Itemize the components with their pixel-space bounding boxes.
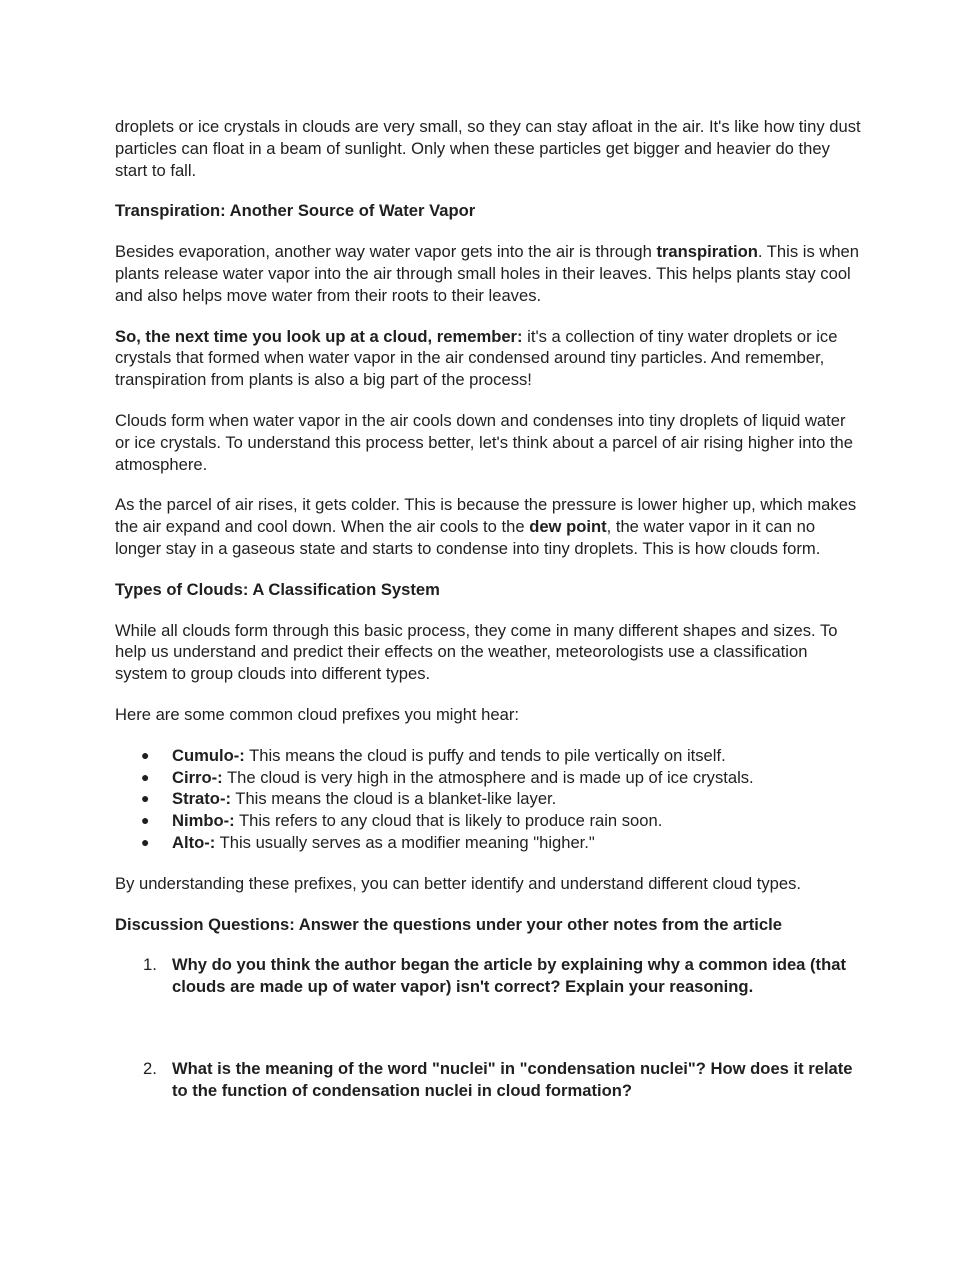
question-item (115, 954, 864, 998)
prefix-closing: By understanding these prefixes, you can better identify and understand different cloud types. (115, 873, 802, 893)
parcel-paragraph (115, 494, 864, 559)
parcel-text-after: , the water vapor in it can no longer stay in a gaseous state and starts to condense into tiny droplets. This is how clouds form. (115, 517, 821, 558)
question-number: 1. (143, 955, 157, 975)
discussion-heading: Discussion Questions: Answer the questions under your other notes from the article (115, 914, 782, 934)
list-item (115, 745, 864, 767)
transpiration-text-before: Besides evaporation, another way water vapor gets into the air is through (115, 242, 657, 262)
remember-paragraph (115, 326, 864, 391)
prefix-term: Nimbo-: (172, 811, 235, 831)
types-paragraph: While all clouds form through this basic process, they come in many different shapes and sizes. To help us understand and predict their effects on the weather, meteorologists use a classification system to group clouds into different types. (115, 620, 838, 684)
bullet-icon: ● (141, 790, 150, 807)
remember-text: it's a collection of tiny water droplets or ice crystals that formed when water vapor in the air condensed around tiny particles. And remember, transpiration from plants is also a big part of the process! (115, 326, 838, 390)
discussion-questions (115, 954, 864, 1101)
transpiration-paragraph (115, 241, 864, 306)
remember-lead: So, the next time you look up at a cloud, remember: (115, 326, 523, 346)
list-item (115, 832, 864, 854)
list-item (115, 788, 864, 810)
transpiration-term: transpiration (656, 242, 758, 262)
prefix-term: Alto-: (172, 832, 216, 852)
prefix-desc: The cloud is very high in the atmosphere and is made up of ice crystals. (222, 767, 754, 787)
prefix-desc: This means the cloud is puffy and tends to pile vertically on itself. (244, 745, 726, 765)
dew-point-term: dew point (529, 517, 607, 537)
bullet-icon: ● (141, 768, 150, 785)
prefix-desc: This usually serves as a modifier meaning "higher." (215, 832, 595, 852)
transpiration-text-after: . This is when plants release water vapor into the air through small holes in their leaves. This helps plants stay cool and also helps move water from their roots to their leaves. (115, 242, 860, 305)
bullet-icon: ● (141, 746, 150, 763)
list-item (115, 767, 864, 789)
question-text: What is the meaning of the word "nuclei" in "condensation nuclei"? How does it relate to the function of condensation nuclei in cloud formation? (172, 1058, 853, 1100)
prefix-desc: This refers to any cloud that is likely to produce rain soon. (234, 811, 663, 831)
types-heading: Types of Clouds: A Classification System (115, 579, 440, 599)
prefix-term: Strato-: (172, 789, 231, 809)
prefix-term: Cirro-: (172, 767, 223, 787)
question-number: 2. (143, 1058, 157, 1078)
intro-paragraph: droplets or ice crystals in clouds are very small, so they can stay afloat in the air. It's like how tiny dust particles can float in a beam of sunlight. Only when these particles get bigger and heavier do they start to fall. (115, 117, 861, 180)
bullet-icon: ● (141, 812, 150, 829)
bullet-icon: ● (141, 833, 150, 850)
prefix-desc: This means the cloud is a blanket-like layer. (231, 789, 557, 809)
prefix-term: Cumulo-: (172, 745, 245, 765)
parcel-text-before: As the parcel of air rises, it gets colder. This is because the pressure is lower higher up, which makes the air expand and cool down. When the air cools to the (115, 495, 857, 537)
question-text: Why do you think the author began the article by explaining why a common idea (that clouds are made up of water vapor) isn't correct? Explain your reasoning. (172, 955, 846, 997)
list-item (115, 810, 864, 832)
prefix-intro: Here are some common cloud prefixes you might hear: (115, 704, 519, 724)
clouds-form-paragraph: Clouds form when water vapor in the air cools down and condenses into tiny droplets of liquid water or ice crystals. To understand this process better, let's think about a parcel of air rising higher into the atmosphere. (115, 410, 853, 474)
question-item (115, 1058, 864, 1102)
prefix-list (115, 745, 864, 854)
transpiration-heading: Transpiration: Another Source of Water Vapor (115, 201, 476, 221)
